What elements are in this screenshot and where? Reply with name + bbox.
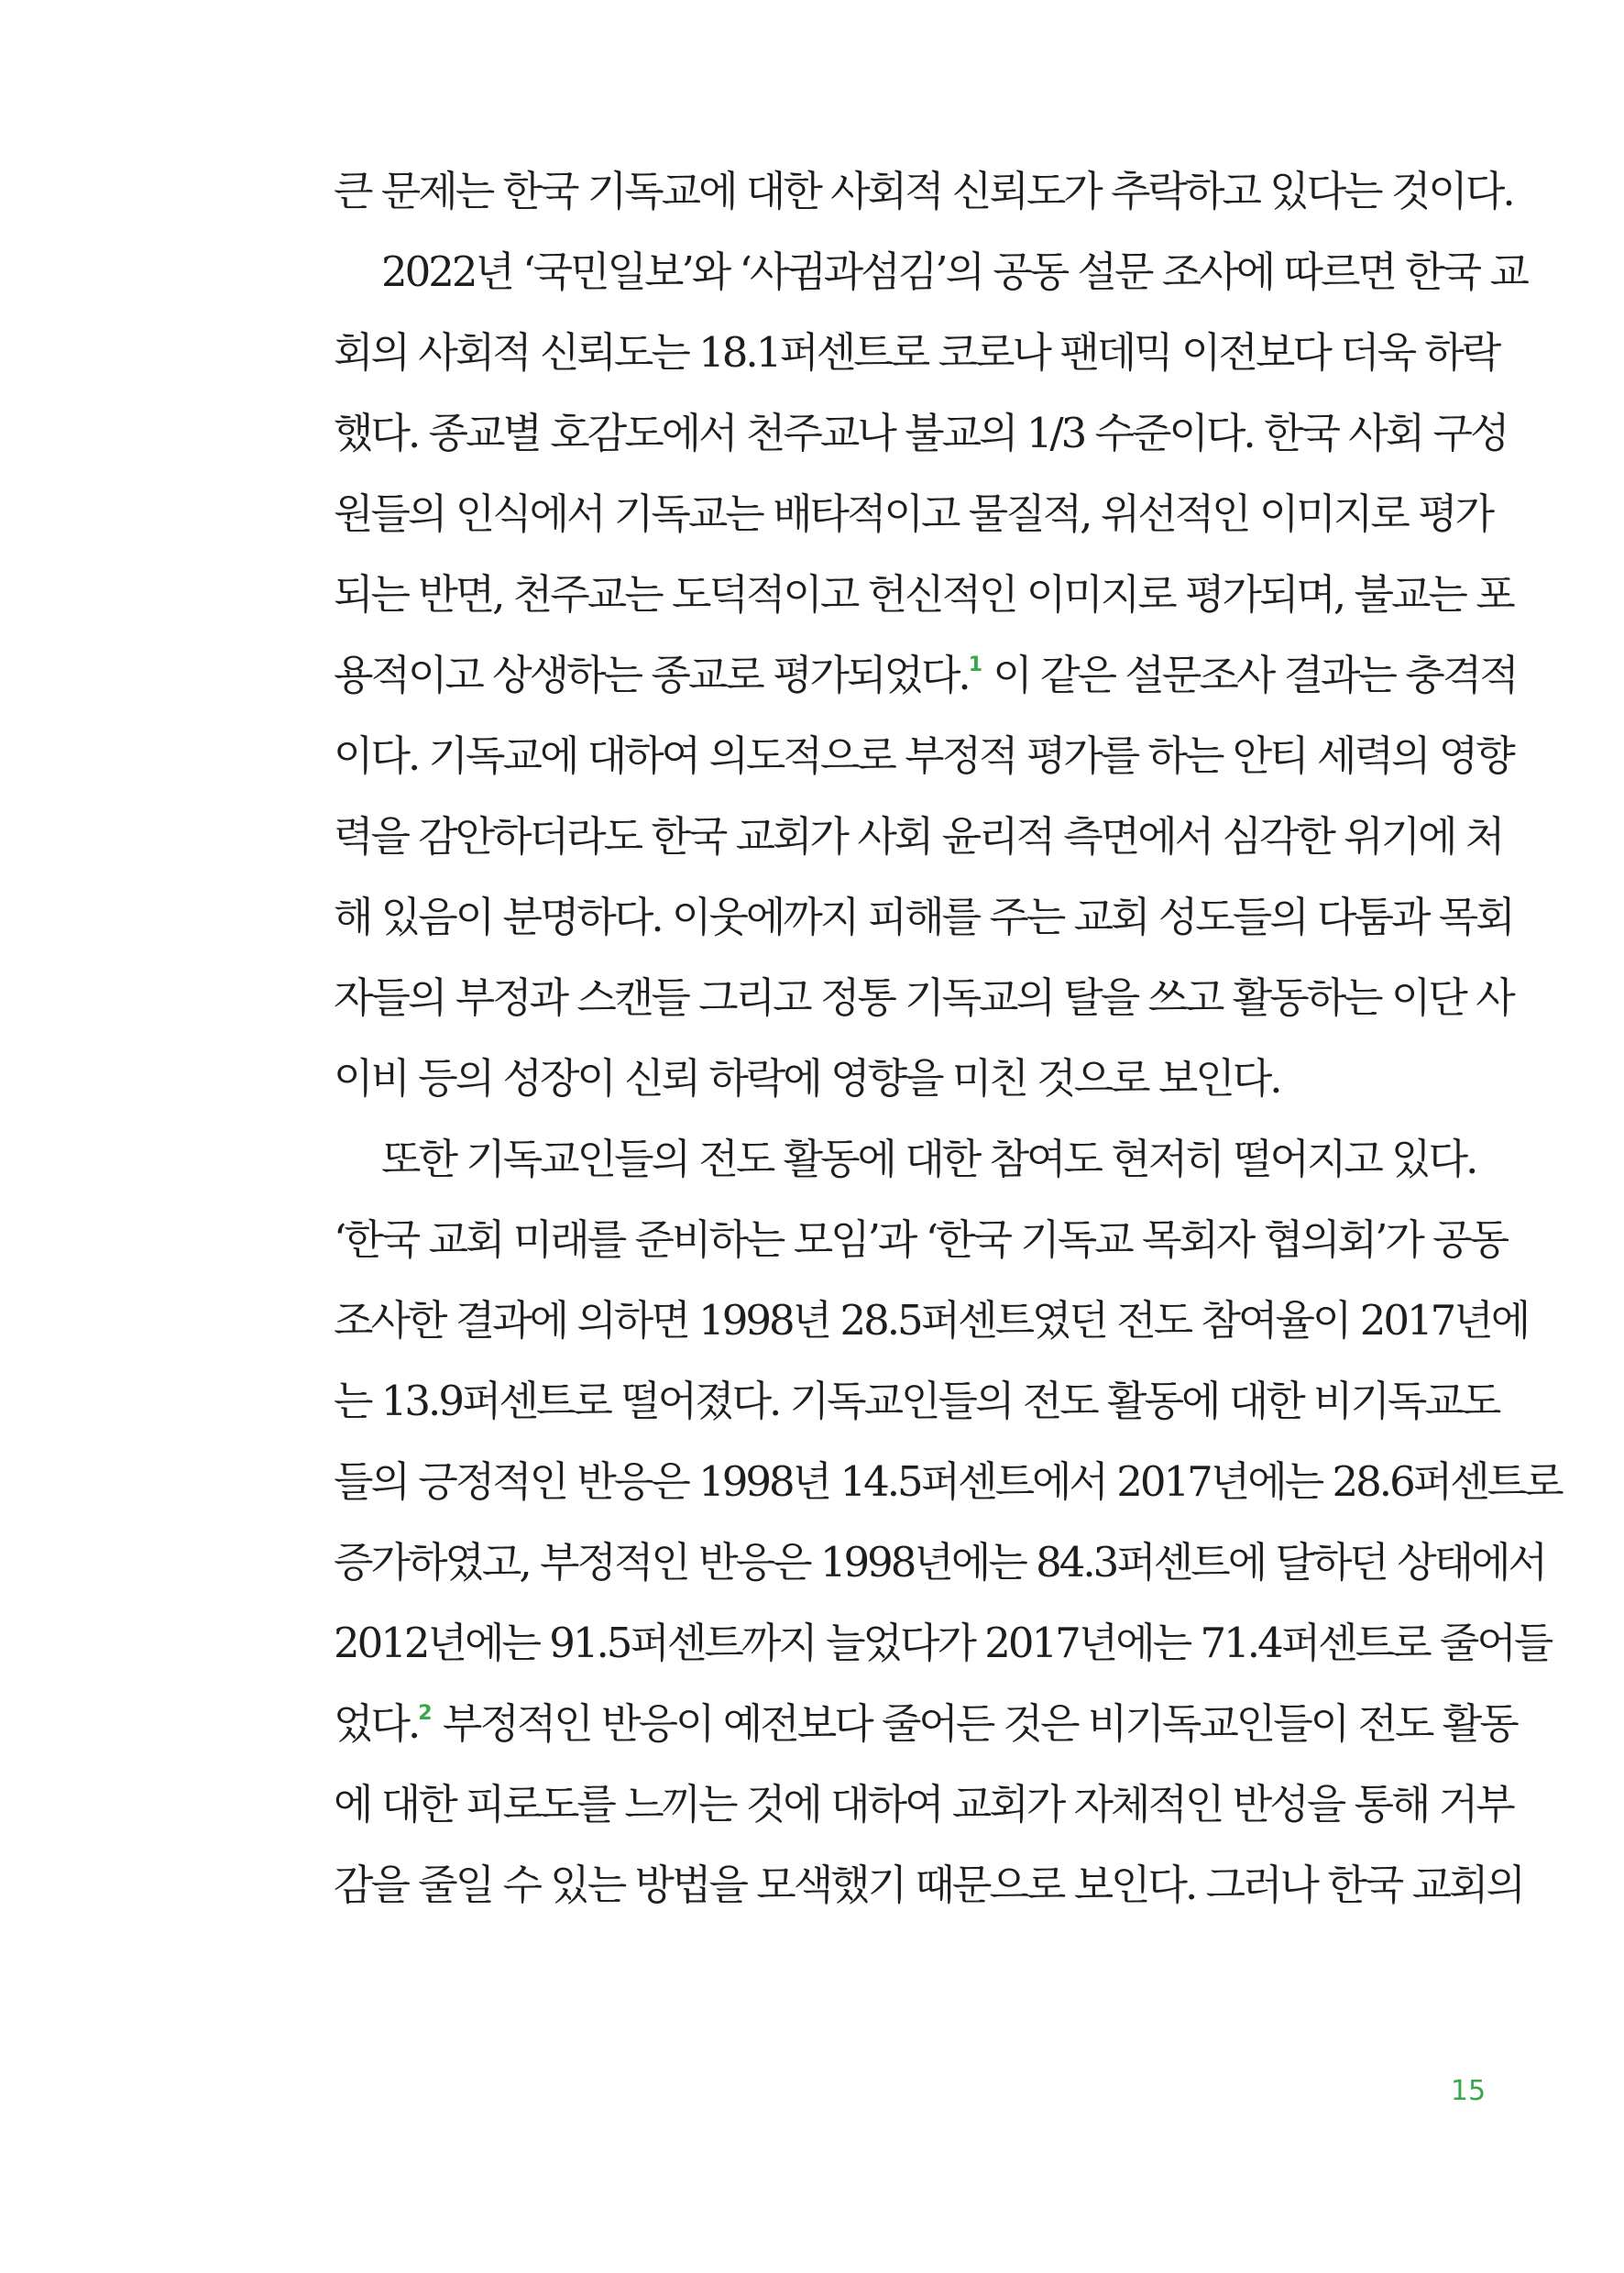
line-text: 2022년 ‘국민일보’와 ‘사귐과섬김’의 공동 설문 조사에 따르면 한국 교 bbox=[381, 247, 1527, 296]
text-line bbox=[334, 1200, 1508, 1280]
line-text: 자들의 부정과 스캔들 그리고 정통 기독교의 탈을 쓰고 활동하는 이단 사 bbox=[334, 973, 1513, 1022]
text-line bbox=[334, 1684, 1517, 1764]
line-text: 또한 기독교인들의 전도 활동에 대한 참여도 현저히 떨어지고 있다. bbox=[381, 1135, 1476, 1183]
line-text: 해 있음이 분명하다. 이웃에까지 피해를 주는 교회 성도들의 다툼과 목회 bbox=[334, 893, 1513, 941]
text-line bbox=[334, 313, 1499, 393]
line-text: 이다. 기독교에 대하여 의도적으로 부정적 평가를 하는 안티 세력의 영향 bbox=[334, 731, 1513, 780]
line-text-continued: 이 같은 설문조사 결과는 충격적 bbox=[982, 651, 1517, 699]
text-line bbox=[334, 1038, 1463, 1119]
footnote-marker[interactable]: 2 bbox=[418, 1702, 433, 1725]
text-line bbox=[334, 1280, 1529, 1361]
text-line bbox=[334, 1522, 1546, 1603]
text-line bbox=[334, 1845, 1523, 1926]
line-text: 증가하였고, 부정적인 반응은 1998년에는 84.3퍼센트에 달하던 상태에서 bbox=[334, 1538, 1546, 1587]
line-text: 력을 감안하더라도 한국 교회가 사회 윤리적 측면에서 심각한 위기에 처 bbox=[334, 812, 1503, 861]
text-line bbox=[334, 1764, 1513, 1845]
line-text: 원들의 인식에서 기독교는 배타적이고 물질적, 위선적인 이미지로 평가 bbox=[334, 489, 1493, 538]
page-number: 15 bbox=[1450, 2075, 1487, 2107]
text-line bbox=[334, 958, 1513, 1038]
text-line bbox=[334, 232, 1527, 313]
line-text: 되는 반면, 천주교는 도덕적이고 헌신적인 이미지로 평가되며, 불교는 포 bbox=[334, 570, 1513, 619]
line-text-continued: 부정적인 반응이 예전보다 줄어든 것은 비기독교인들이 전도 활동 bbox=[432, 1699, 1517, 1748]
line-text: 에 대한 피로도를 느끼는 것에 대하여 교회가 자체적인 반성을 통해 거부 bbox=[334, 1780, 1513, 1828]
text-line bbox=[334, 1119, 1476, 1200]
line-text: 들의 긍정적인 반응은 1998년 14.5퍼센트에서 2017년에는 28.6퍼센트로 bbox=[334, 1457, 1562, 1506]
line-text: 는 13.9퍼센트로 떨어졌다. 기독교인들의 전도 활동에 대한 비기독교도 bbox=[334, 1377, 1499, 1425]
body-text bbox=[334, 151, 1562, 1926]
text-line bbox=[334, 1603, 1552, 1684]
text-line bbox=[334, 1361, 1499, 1442]
text-line bbox=[334, 393, 1508, 474]
line-text: 용적이고 상생하는 종교로 평가되었다. bbox=[334, 651, 969, 699]
text-line bbox=[334, 716, 1513, 796]
line-text: 큰 문제는 한국 기독교에 대한 사회적 신뢰도가 추락하고 있다는 것이다. bbox=[334, 167, 1513, 215]
footnote-marker[interactable]: 1 bbox=[968, 653, 983, 676]
text-line bbox=[334, 635, 1517, 716]
line-text: 회의 사회적 신뢰도는 18.1퍼센트로 코로나 팬데믹 이전보다 더욱 하락 bbox=[334, 328, 1499, 377]
text-line bbox=[334, 796, 1503, 877]
text-line bbox=[334, 877, 1513, 958]
line-text: 이비 등의 성장이 신뢰 하락에 영향을 미친 것으로 보인다. bbox=[334, 1054, 1280, 1103]
line-text: 조사한 결과에 의하면 1998년 28.5퍼센트였던 전도 참여율이 2017년에 bbox=[334, 1296, 1529, 1345]
line-text: ‘한국 교회 미래를 준비하는 모임’과 ‘한국 기독교 목회자 협의회’가 공동 bbox=[334, 1215, 1508, 1264]
line-text: 했다. 종교별 호감도에서 천주교나 불교의 1/3 수준이다. 한국 사회 구성 bbox=[334, 409, 1508, 457]
text-line bbox=[334, 555, 1513, 635]
line-text: 었다. bbox=[334, 1699, 419, 1748]
text-line bbox=[334, 474, 1493, 555]
line-text: 2012년에는 91.5퍼센트까지 늘었다가 2017년에는 71.4퍼센트로 줄어들 bbox=[334, 1619, 1552, 1667]
line-text: 감을 줄일 수 있는 방법을 모색했기 때문으로 보인다. 그러나 한국 교회의 bbox=[334, 1861, 1523, 1909]
text-line bbox=[334, 1442, 1562, 1522]
text-line bbox=[334, 151, 1513, 232]
